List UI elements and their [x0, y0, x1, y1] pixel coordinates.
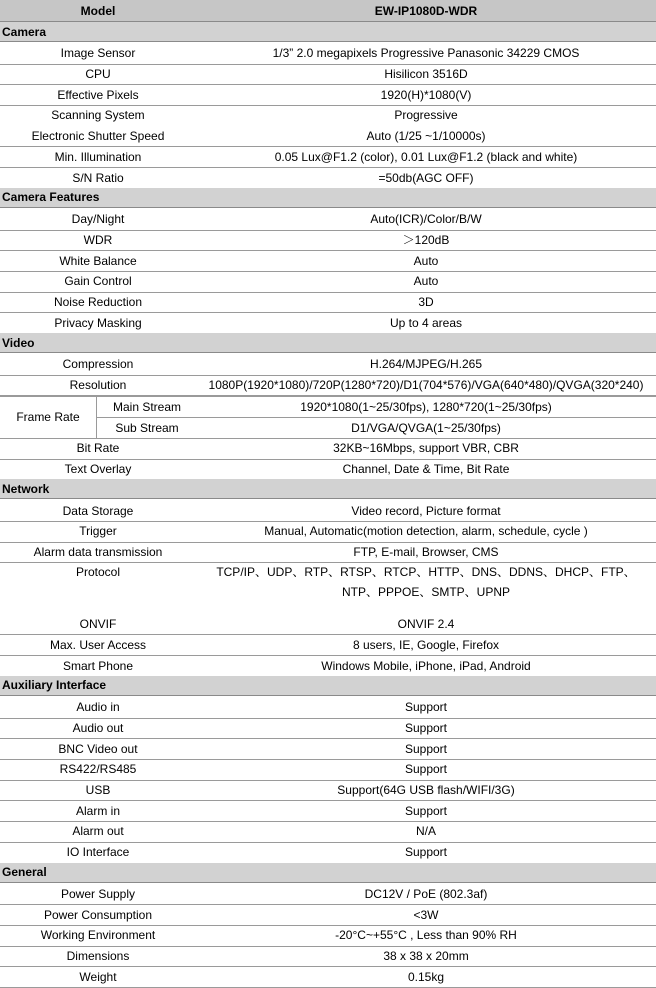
section-header-camera [0, 22, 656, 42]
spec-subrow-main-stream [97, 397, 656, 419]
section-title: Video [2, 335, 35, 350]
spec-value: 32KB~16Mbps, support VBR, CBR [333, 441, 519, 456]
spec-label: CPU [85, 67, 111, 82]
spec-row-audio-in [0, 697, 656, 719]
spec-label: S/N Ratio [72, 170, 124, 185]
spec-label: Electronic Shutter Speed [31, 129, 165, 144]
spec-row-scanning-system [0, 105, 656, 126]
spec-label: Dimensions [66, 948, 130, 963]
spec-row-audio-out [0, 718, 656, 740]
spec-label: Power Consumption [43, 907, 153, 922]
spec-value: Progressive [394, 108, 458, 123]
spec-row-bnc-video-out [0, 738, 656, 760]
spec-label: Smart Phone [62, 658, 134, 673]
spec-label: Power Supply [60, 886, 136, 901]
spec-row-cpu [0, 64, 656, 86]
spec-value: -20°C~+55°C , Less than 90% RH [335, 928, 517, 943]
spec-label: Weight [79, 969, 117, 984]
section-title: Network [2, 481, 50, 496]
spec-value: 1/3” 2.0 megapixels Progressive Panasonic 34229 CMOS [272, 46, 580, 61]
spec-value: 0.15kg [407, 969, 445, 984]
spec-label: Min. Illumination [54, 149, 142, 164]
spec-row-text-overlay [0, 459, 656, 481]
spec-label: Privacy Masking [54, 315, 142, 330]
section-title: Camera [2, 24, 47, 39]
spec-row-privacy-masking [0, 312, 656, 333]
spec-label: Protocol [75, 565, 121, 580]
spec-row-alarm-in [0, 800, 656, 822]
spec-subvalue: D1/VGA/QVGA(1~25/30fps) [351, 420, 501, 435]
spec-value: TCP/IP、UDP、RTP、RTSP、RTCP、HTTP、DNS、DDNS、DHCP、FTP、NTP、PPPOE、SMTP、UPNP [216, 565, 636, 600]
spec-value: Hisilicon 3516D [384, 67, 468, 82]
spec-row-white-balance [0, 250, 656, 272]
spec-row-smart-phone [0, 655, 656, 677]
spec-row-alarm-data-transmission [0, 542, 656, 564]
spec-row-weight [0, 966, 656, 988]
spec-label: White Balance [59, 253, 137, 268]
spec-row-power-consumption [0, 904, 656, 926]
spec-group-label: Frame Rate [0, 397, 97, 438]
spec-label: Audio out [72, 720, 124, 735]
spec-value: Up to 4 areas [389, 315, 463, 330]
spec-label: USB [85, 783, 111, 798]
spec-row-image-sensor [0, 43, 656, 65]
spec-label: BNC Video out [58, 741, 138, 756]
spec-value: 0.05 Lux@F1.2 (color), 0.01 Lux@F1.2 (black and white) [274, 149, 578, 164]
spec-label: Alarm data transmission [33, 545, 163, 560]
spec-value: 1920(H)*1080(V) [380, 87, 472, 102]
spec-row-resolution [0, 375, 656, 397]
spec-value: DC12V / PoE (802.3af) [364, 886, 488, 901]
spec-row-day-night [0, 209, 656, 231]
spec-value: H.264/MJPEG/H.265 [369, 357, 483, 372]
spec-sublabel: Main Stream [112, 399, 182, 414]
spec-label: Data Storage [62, 503, 134, 518]
spec-label: Audio in [76, 700, 120, 715]
spec-row-dimensions [0, 946, 656, 968]
spec-value: Auto [413, 253, 439, 268]
spec-label: Noise Reduction [53, 295, 143, 310]
spec-value: Support [404, 720, 448, 735]
spec-value: FTP, E-mail, Browser, CMS [353, 545, 499, 560]
spec-label: Day/Night [71, 212, 125, 227]
spec-value: Auto (1/25 ~1/10000s) [366, 129, 486, 144]
spec-label: Max. User Access [49, 637, 147, 652]
spec-row-wdr [0, 230, 656, 252]
spec-label: WDR [83, 232, 113, 247]
spec-label: ONVIF [79, 617, 117, 632]
spec-value: <3W [413, 907, 439, 922]
spec-sublabel: Sub Stream [115, 420, 179, 435]
spec-row-rs422-rs485 [0, 759, 656, 781]
spec-value: ONVIF 2.4 [397, 617, 455, 632]
spec-row-noise-reduction [0, 292, 656, 314]
model-value: EW-IP1080D-WDR [374, 3, 478, 18]
spec-label: Gain Control [64, 274, 132, 289]
spec-label: Alarm in [75, 803, 120, 818]
spec-value: ＞120dB [402, 233, 450, 248]
spec-label: Compression [62, 357, 134, 372]
spec-row-s-n-ratio [0, 167, 656, 189]
spec-row-min-illumination [0, 147, 656, 169]
section-title: Auxiliary Interface [2, 678, 107, 693]
spec-row-onvif [0, 614, 656, 636]
spec-value: =50db(AGC OFF) [378, 170, 474, 185]
section-header-auxiliary-interface [0, 676, 656, 696]
spec-row-power-supply [0, 884, 656, 906]
spec-row-compression [0, 354, 656, 376]
spec-value: Support [404, 700, 448, 715]
spec-label: Working Environment [40, 928, 156, 943]
spec-label: Text Overlay [64, 461, 132, 476]
spec-value: 3D [418, 295, 434, 310]
spec-value: Support [404, 845, 448, 860]
spec-value: Support [404, 741, 448, 756]
spec-row-effective-pixels [0, 84, 656, 106]
spec-value: Auto [413, 274, 439, 289]
spec-value: N/A [415, 824, 436, 839]
spec-group-frame-rate [0, 396, 656, 439]
spec-row-working-environment [0, 925, 656, 947]
spec-row-usb [0, 780, 656, 802]
spec-label: RS422/RS485 [59, 762, 137, 777]
spec-value: 8 users, IE, Google, Firefox [352, 637, 500, 652]
spec-label: Trigger [79, 524, 117, 539]
section-header-video [0, 333, 656, 353]
spec-label: Resolution [69, 378, 127, 393]
spec-row-io-interface [0, 842, 656, 863]
section-header-network [0, 479, 656, 499]
spec-value: Channel, Date & Time, Bit Rate [342, 461, 510, 476]
spec-row-protocol [0, 562, 656, 613]
spec-row-data-storage [0, 500, 656, 522]
spec-value: Windows Mobile, iPhone, iPad, Android [321, 658, 531, 673]
model-label: Model [80, 3, 116, 18]
spec-row-alarm-out [0, 821, 656, 843]
spec-label: Scanning System [51, 108, 145, 123]
spec-subrow-sub-stream [97, 417, 656, 438]
spec-row-trigger [0, 521, 656, 543]
spec-value: Auto(ICR)/Color/B/W [370, 212, 482, 227]
section-title: General [2, 865, 47, 879]
section-header-general [0, 863, 656, 883]
section-header-camera-features [0, 188, 656, 208]
spec-value: Manual, Automatic(motion detection, alarm, schedule, cycle ) [264, 524, 588, 539]
section-title: Camera Features [2, 190, 100, 205]
spec-value: 1080P(1920*1080)/720P(1280*720)/D1(704*576)/VGA(640*480)/QVGA(320*240) [208, 378, 644, 393]
spec-label: Bit Rate [76, 441, 120, 456]
spec-row-electronic-shutter-speed [0, 126, 656, 148]
spec-label: Effective Pixels [57, 87, 139, 102]
spec-value: Support [404, 762, 448, 777]
spec-value: 38 x 38 x 20mm [383, 948, 469, 963]
spec-value: Video record, Picture format [351, 503, 501, 518]
spec-value: Support(64G USB flash/WIFI/3G) [337, 783, 515, 798]
spec-row-gain-control [0, 271, 656, 293]
spec-label: IO Interface [66, 845, 130, 860]
spec-row-bit-rate [0, 438, 656, 460]
spec-subvalue: 1920*1080(1~25/30fps), 1280*720(1~25/30fps) [300, 399, 552, 414]
spec-value: Support [404, 803, 448, 818]
model-header-row [0, 0, 656, 22]
spec-row-max-user-access [0, 635, 656, 657]
spec-label: Alarm out [72, 824, 124, 839]
spec-label: Image Sensor [60, 46, 136, 61]
